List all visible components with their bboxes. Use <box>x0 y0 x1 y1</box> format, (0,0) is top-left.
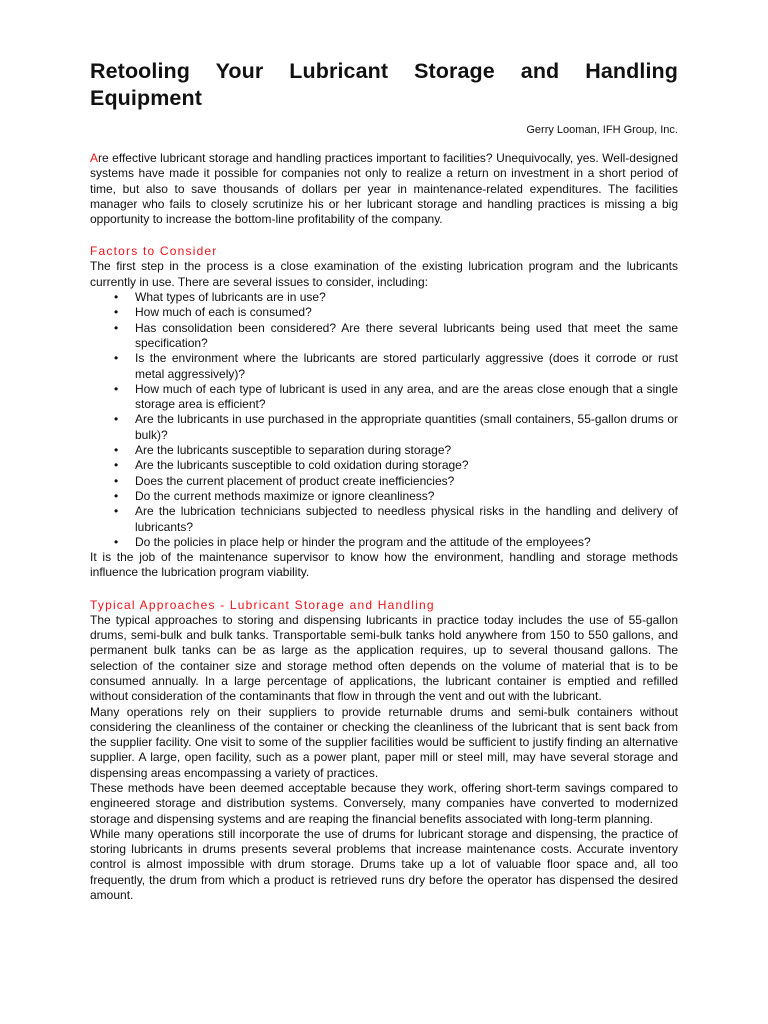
list-item: • Are the lubricants in use purchased in the appropriate quantities (small containers, 55-gallon drums or bulk)? <box>114 412 678 442</box>
section2-paragraph: The typical approaches to storing and dispensing lubricants in practice today includes the use of 55-gallon drums, semi-bulk and bulk tanks. Transportable semi-bulk tanks hold anywhere from 150 to 550 gallons, and permanent bulk tanks can be as large as the application requires, up to several thousand gallons. The selection of the container size and storage method often depends on the volume of material that is to be consumed annually. In a large percentage of applications, the lubricant container is emptied and refilled without consideration of the contaminants that flow in through the vent and out with the lubricant. <box>90 612 678 704</box>
factors-bullet-list <box>90 290 678 550</box>
bullet-icon: • <box>114 458 119 473</box>
section2-paragraph: Many operations rely on their suppliers to provide returnable drums and semi-bulk containers without considering the cleanliness of the container or checking the cleanliness of the lubricant that is sent back from the supplier facility. One visit to some of the supplier facilities would be sufficient to justify finding an alternative supplier. A large, open facility, such as a power plant, paper mill or steel mill, may have several storage and dispensing areas encompassing a variety of practices. <box>90 704 678 780</box>
intro-text: re effective lubricant storage and handling practices important to facilities? Unequivocally, yes. Well-designed systems have made it possible for companies not only to realize a return on investment in a short period of time, but also to save thousands of dollars per year in maintenance-related expenditures. The facilities manager who fails to closely scrutinize his or her lubricant storage and handling practices is missing a big opportunity to increase the bottom-line profitability of the company. <box>90 151 678 227</box>
list-item: • Do the policies in place help or hinder the program and the attitude of the employees? <box>114 534 591 549</box>
drop-cap-letter: A <box>90 151 99 165</box>
section1-closing-paragraph: It is the job of the maintenance supervisor to know how the environment, handling and storage methods influence the lubrication program viability. <box>90 550 678 580</box>
bullet-icon: • <box>114 443 119 458</box>
bullet-icon: • <box>114 305 119 320</box>
list-item: • Are the lubricants susceptible to cold oxidation during storage? <box>114 458 469 473</box>
section-heading-typical-approaches: Typical Approaches - Lubricant Storage and Handling <box>90 597 435 612</box>
list-item: • Has consolidation been considered? Are there several lubricants being used that meet the same specification? <box>114 320 678 350</box>
list-item: • How much of each type of lubricant is used in any area, and are the areas close enough that a single storage area is efficient? <box>114 381 678 412</box>
document-page <box>90 58 678 903</box>
bullet-icon: • <box>114 381 119 396</box>
list-item: • What types of lubricants are in use? <box>114 290 326 305</box>
list-item: • Are the lubricants susceptible to separation during storage? <box>114 443 452 458</box>
intro-paragraph <box>90 151 678 227</box>
bullet-icon: • <box>114 320 119 335</box>
section1-lead-paragraph: The first step in the process is a close examination of the existing lubrication program and the lubricants currently in use. There are several issues to consider, including: <box>90 259 678 289</box>
list-item: • Is the environment where the lubricants are stored particularly aggressive (does it corrode or rust metal aggressively)? <box>114 351 678 381</box>
bullet-icon: • <box>114 290 119 305</box>
bullet-icon: • <box>114 504 119 519</box>
bullet-icon: • <box>114 351 119 366</box>
section-heading-factors: Factors to Consider <box>90 244 218 259</box>
section2-paragraph: These methods have been deemed acceptable because they work, offering short-term savings compared to engineered storage and distribution systems. Conversely, many companies have converted to modernized storage and dispensing systems and are reaping the financial benefits associated with long-term planning. <box>90 780 678 826</box>
author-line: Gerry Looman, IFH Group, Inc. <box>526 124 678 136</box>
bullet-icon: • <box>114 473 119 488</box>
bullet-icon: • <box>114 534 119 549</box>
bullet-icon: • <box>114 488 119 503</box>
list-item: • Do the current methods maximize or ignore cleanliness? <box>114 488 435 503</box>
list-item: • Does the current placement of product create inefficiencies? <box>114 473 455 488</box>
section2-paragraph: While many operations still incorporate the use of drums for lubricant storage and dispensing, the practice of storing lubricants in drums presents several problems that increase maintenance costs. Accurate inventory control is almost impossible with drum storage. Drums take up a lot of valuable floor space and, all too frequently, the drum from which a product is retrieved runs dry before the operator has dispensed the desired amount. <box>90 826 678 903</box>
list-item: • Are the lubrication technicians subjected to needless physical risks in the handling and delivery of lubricants? <box>114 504 678 534</box>
list-item: • How much of each is consumed? <box>114 305 312 320</box>
document-title: Retooling Your Lubricant Storage and Handling Equipment <box>90 59 678 110</box>
bullet-icon: • <box>114 412 119 427</box>
